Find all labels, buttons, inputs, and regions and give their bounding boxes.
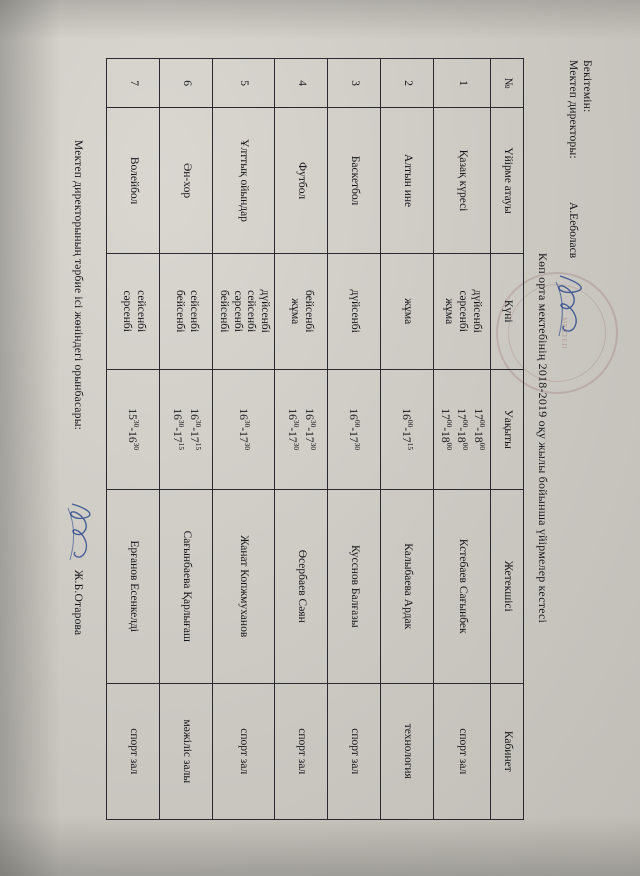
table-row <box>159 59 212 820</box>
cell-no: 5 <box>212 59 274 108</box>
cell-day <box>434 253 491 369</box>
time-value: $15^{30}-16^{30}$ <box>126 408 142 451</box>
cell-leader: Сағынбаева Қарлығаш <box>159 489 212 683</box>
time-value: $16^{00}-17^{30}$ <box>347 408 363 451</box>
approval-line-1: Бекітемін: <box>581 60 593 113</box>
cell-club-name: Ұлттық ойындар <box>212 108 274 254</box>
schedule-table-body <box>106 59 490 820</box>
col-header-no: № <box>491 59 524 108</box>
cell-time <box>328 369 381 489</box>
time-value: $16^{30}-17^{15}$ <box>187 408 203 451</box>
day-value: жұма <box>443 298 456 325</box>
time-value: $16^{30}-17^{30}$ <box>302 408 318 451</box>
cell-no: 7 <box>106 59 159 108</box>
day-value: жұма <box>289 298 302 325</box>
cell-no: 6 <box>159 59 212 108</box>
cell-time <box>212 369 274 489</box>
day-value: сәрсенбі <box>456 290 469 332</box>
day-value: сейсенбі <box>245 290 258 333</box>
signature-deputy-icon <box>62 500 100 566</box>
col-header-club-name: Үйірме атауы <box>491 108 524 254</box>
cell-club-name: Ән-хор <box>159 108 212 254</box>
cell-no: 4 <box>275 59 328 108</box>
cell-room: спорт зал <box>328 683 381 819</box>
time-value: $17^{00}-18^{00}$ <box>438 408 454 451</box>
cell-day <box>106 253 159 369</box>
cell-day <box>328 253 381 369</box>
cell-time <box>275 369 328 489</box>
cell-leader: Ерғанов Есенкелді <box>106 489 159 683</box>
cell-room: спорт зал <box>106 683 159 819</box>
cell-leader: Кстебаев Сағынбек <box>434 489 491 683</box>
day-value: сейсенбі <box>187 290 200 333</box>
col-header-day: Күні <box>491 253 524 369</box>
cell-day <box>275 253 328 369</box>
footer-signer-name: Ж.Б.Отарова <box>72 570 84 636</box>
day-value: дүйсенбі <box>259 289 272 333</box>
cell-leader: Калыбаева Ардак <box>381 489 434 683</box>
table-header-row <box>491 59 524 820</box>
cell-leader: Жанат Копжмуханов <box>212 489 274 683</box>
document-title: Көп орта мектебінің 2018-2019 оқу жылы бойынша үйірмелер кестесі <box>536 252 550 624</box>
cell-club-name: Алтын ине <box>381 108 434 254</box>
cell-no: 3 <box>328 59 381 108</box>
cell-club-name: Қазақ күресі <box>434 108 491 254</box>
col-header-leader: Жетекшісі <box>491 489 524 683</box>
cell-room: спорт зал <box>275 683 328 819</box>
table-row <box>212 59 274 820</box>
day-value: сәрсенбі <box>231 290 244 332</box>
cell-day <box>381 253 434 369</box>
cell-club-name: Волейбол <box>106 108 159 254</box>
table-row <box>275 59 328 820</box>
time-value: $16^{30}-17^{30}$ <box>237 408 252 451</box>
schedule-table <box>106 58 524 820</box>
table-row <box>434 59 491 820</box>
cell-no: 2 <box>381 59 434 108</box>
time-value: $17^{00}-18^{00}$ <box>472 408 487 451</box>
cell-club-name: Футбол <box>275 108 328 254</box>
cell-time <box>159 369 212 489</box>
cell-time <box>381 369 434 489</box>
col-header-time: Уақыты <box>491 369 524 489</box>
approval-line-2: Мектеп директоры: <box>566 60 579 159</box>
time-value: $17^{00}-18^{00}$ <box>455 408 471 451</box>
day-value: сәрсенбі <box>120 290 133 332</box>
cell-leader: Кусснов Балғазы <box>328 489 381 683</box>
day-value: жұма <box>402 298 415 325</box>
cell-day <box>159 253 212 369</box>
table-row <box>106 59 159 820</box>
day-value: бейсенбі <box>217 289 230 333</box>
day-value: дүйсенбі <box>470 289 483 333</box>
footer-block <box>72 140 84 636</box>
day-value: дүйсенбі <box>349 289 362 333</box>
time-value: $16^{30}-17^{15}$ <box>171 408 186 451</box>
approval-signer-name: А.Ееболасв <box>567 202 579 259</box>
footer-position-text: Мектеп директорының тәрбие ісі жөніндегі орынбасары: <box>72 140 84 431</box>
cell-time <box>434 369 491 489</box>
stamp-label: МЕКТЕП <box>560 317 568 349</box>
time-value: $16^{30}-17^{30}$ <box>286 408 302 451</box>
cell-time <box>106 369 159 489</box>
day-value: бейсенбі <box>173 289 186 333</box>
day-value: сейсенбі <box>134 290 147 333</box>
cell-no: 1 <box>434 59 491 108</box>
cell-leader: Өсербаев Сәян <box>275 489 328 683</box>
cell-day <box>212 253 274 369</box>
paper-sheet <box>20 20 620 856</box>
day-value: бейсенбі <box>302 289 315 333</box>
cell-club-name: Баскетбол <box>328 108 381 254</box>
time-value: $16^{00}-17^{15}$ <box>400 408 416 451</box>
col-header-room: Кабинет <box>491 683 524 819</box>
cell-room: мәжіліс залы <box>159 683 212 819</box>
cell-room: спорт зал <box>212 683 274 819</box>
approval-block <box>565 60 594 159</box>
table-row <box>328 59 381 820</box>
cell-room: спорт зал <box>434 683 491 819</box>
table-row <box>381 59 434 820</box>
cell-room: технология <box>381 683 434 819</box>
